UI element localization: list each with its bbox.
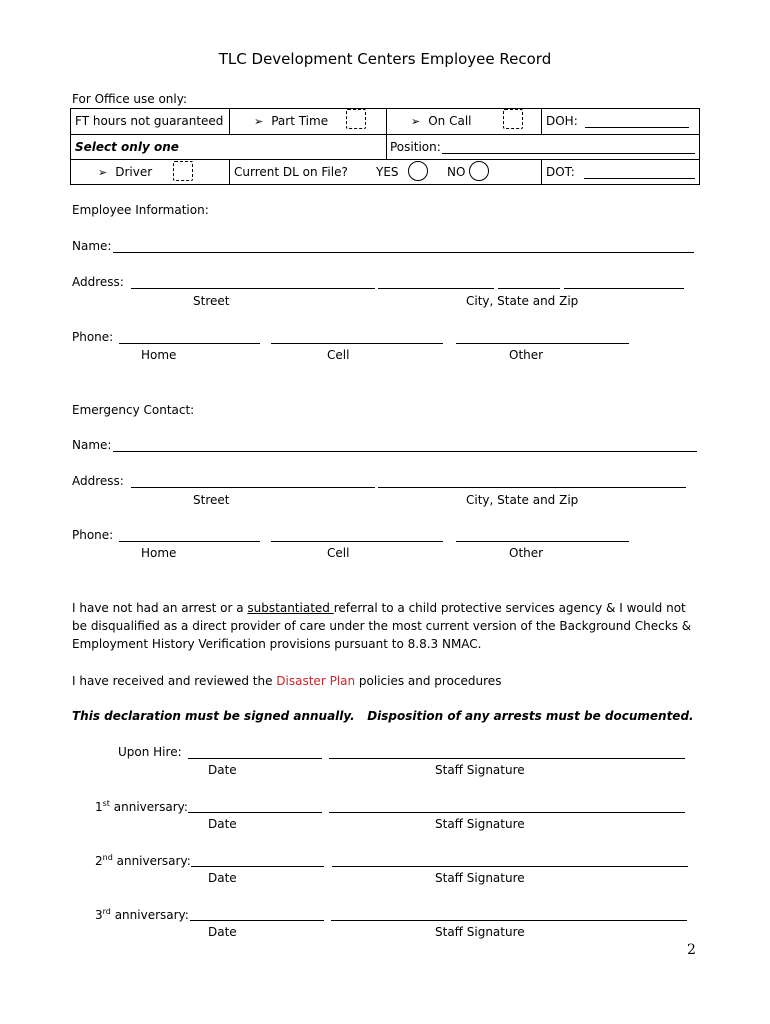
dot-field[interactable] bbox=[584, 165, 695, 182]
disaster-plan-link: Disaster Plan bbox=[276, 674, 356, 688]
emergency-phone-label: Phone: bbox=[72, 528, 114, 542]
doh-label: DOH: bbox=[546, 114, 578, 128]
first-anniversary-label: 1st anniversary: bbox=[95, 799, 188, 814]
employee-home-phone-field[interactable] bbox=[119, 330, 260, 347]
employee-zip-field[interactable] bbox=[564, 275, 684, 292]
upon-hire-label: Upon Hire: bbox=[118, 745, 182, 759]
page-number: 2 bbox=[687, 942, 696, 958]
emergency-name-label: Name: bbox=[72, 438, 112, 452]
driver-label: Driver bbox=[115, 165, 153, 179]
employee-state-field[interactable] bbox=[498, 275, 560, 292]
employee-name-field[interactable] bbox=[113, 239, 694, 256]
third-anniversary-label: 3rd anniversary: bbox=[95, 907, 189, 922]
position-label: Position: bbox=[390, 140, 441, 154]
upon-hire-date-field[interactable] bbox=[188, 745, 322, 762]
office-use-label: For Office use only: bbox=[72, 92, 188, 106]
upon-hire-signature-field[interactable] bbox=[329, 745, 685, 762]
employee-address-label: Address: bbox=[72, 275, 124, 289]
first-anniversary-date-caption: Date bbox=[208, 817, 237, 831]
employee-cell-caption: Cell bbox=[327, 348, 350, 362]
page-title: TLC Development Centers Employee Record bbox=[218, 50, 552, 68]
emergency-cell-phone-field[interactable] bbox=[271, 528, 443, 545]
emergency-city-field[interactable] bbox=[378, 474, 686, 491]
disaster-plan-paragraph: I have received and reviewed the Disaster Plan policies and procedures bbox=[72, 674, 502, 688]
upon-hire-signature-caption: Staff Signature bbox=[435, 763, 525, 777]
third-anniversary-signature-field[interactable] bbox=[331, 907, 687, 924]
employee-other-caption: Other bbox=[509, 348, 544, 362]
second-anniversary-label: 2nd anniversary: bbox=[95, 853, 191, 868]
part-time-checkbox[interactable] bbox=[346, 109, 366, 129]
part-time-label: Part Time bbox=[271, 114, 329, 128]
emergency-address-label: Address: bbox=[72, 474, 124, 488]
on-call-checkbox[interactable] bbox=[503, 109, 523, 129]
employee-info-heading: Employee Information: bbox=[72, 203, 209, 217]
arrow-bullet-icon: ➢ bbox=[411, 115, 421, 128]
position-field[interactable] bbox=[442, 140, 695, 157]
doh-field[interactable] bbox=[585, 114, 689, 131]
employee-phone-label: Phone: bbox=[72, 330, 114, 344]
emergency-city-caption: City, State and Zip bbox=[466, 493, 579, 507]
on-call-label: On Call bbox=[428, 114, 472, 128]
no-radio[interactable] bbox=[469, 161, 489, 181]
select-only-one-label: Select only one bbox=[75, 140, 179, 154]
arrow-bullet-icon: ➢ bbox=[254, 115, 264, 128]
yes-label: YES bbox=[376, 165, 399, 179]
dot-label: DOT: bbox=[546, 165, 575, 179]
arrow-bullet-icon: ➢ bbox=[98, 166, 108, 179]
third-anniversary-date-field[interactable] bbox=[190, 907, 324, 924]
employee-home-caption: Home bbox=[141, 348, 177, 362]
annual-notice: This declaration must be signed annually. Disposition of any arrests must be documented. bbox=[72, 709, 694, 723]
emergency-home-caption: Home bbox=[141, 546, 177, 560]
employee-name-label: Name: bbox=[72, 239, 112, 253]
employee-other-phone-field[interactable] bbox=[456, 330, 629, 347]
emergency-name-field[interactable] bbox=[113, 438, 697, 455]
yes-radio[interactable] bbox=[408, 161, 428, 181]
second-anniversary-date-caption: Date bbox=[208, 871, 237, 885]
first-anniversary-date-field[interactable] bbox=[188, 799, 322, 816]
declaration-paragraph: I have not had an arrest or a substantiated referral to a child protective services agency & I would not be disqualified as a direct provider of care under the most current version of the Background Checks & Employment History Verification provisions pursuant to 8.8.3 NMAC. bbox=[72, 601, 692, 651]
first-anniversary-signature-field[interactable] bbox=[329, 799, 685, 816]
current-dl-label: Current DL on File? bbox=[234, 165, 348, 179]
first-anniversary-signature-caption: Staff Signature bbox=[435, 817, 525, 831]
emergency-cell-caption: Cell bbox=[327, 546, 350, 560]
employee-city-field[interactable] bbox=[378, 275, 494, 292]
employee-street-caption: Street bbox=[193, 294, 230, 308]
emergency-street-field[interactable] bbox=[131, 474, 375, 491]
employee-city-caption: City, State and Zip bbox=[466, 294, 579, 308]
second-anniversary-signature-field[interactable] bbox=[332, 853, 688, 870]
emergency-street-caption: Street bbox=[193, 493, 230, 507]
ft-hours-label: FT hours not guaranteed bbox=[75, 114, 224, 128]
second-anniversary-date-field[interactable] bbox=[191, 853, 324, 870]
second-anniversary-signature-caption: Staff Signature bbox=[435, 871, 525, 885]
upon-hire-date-caption: Date bbox=[208, 763, 237, 777]
employee-street-field[interactable] bbox=[131, 275, 375, 292]
employee-cell-phone-field[interactable] bbox=[271, 330, 443, 347]
emergency-contact-heading: Emergency Contact: bbox=[72, 403, 195, 417]
third-anniversary-date-caption: Date bbox=[208, 925, 237, 939]
emergency-other-phone-field[interactable] bbox=[456, 528, 629, 545]
driver-checkbox[interactable] bbox=[173, 161, 193, 181]
emergency-other-caption: Other bbox=[509, 546, 544, 560]
third-anniversary-signature-caption: Staff Signature bbox=[435, 925, 525, 939]
no-label: NO bbox=[447, 165, 466, 179]
emergency-home-phone-field[interactable] bbox=[119, 528, 260, 545]
